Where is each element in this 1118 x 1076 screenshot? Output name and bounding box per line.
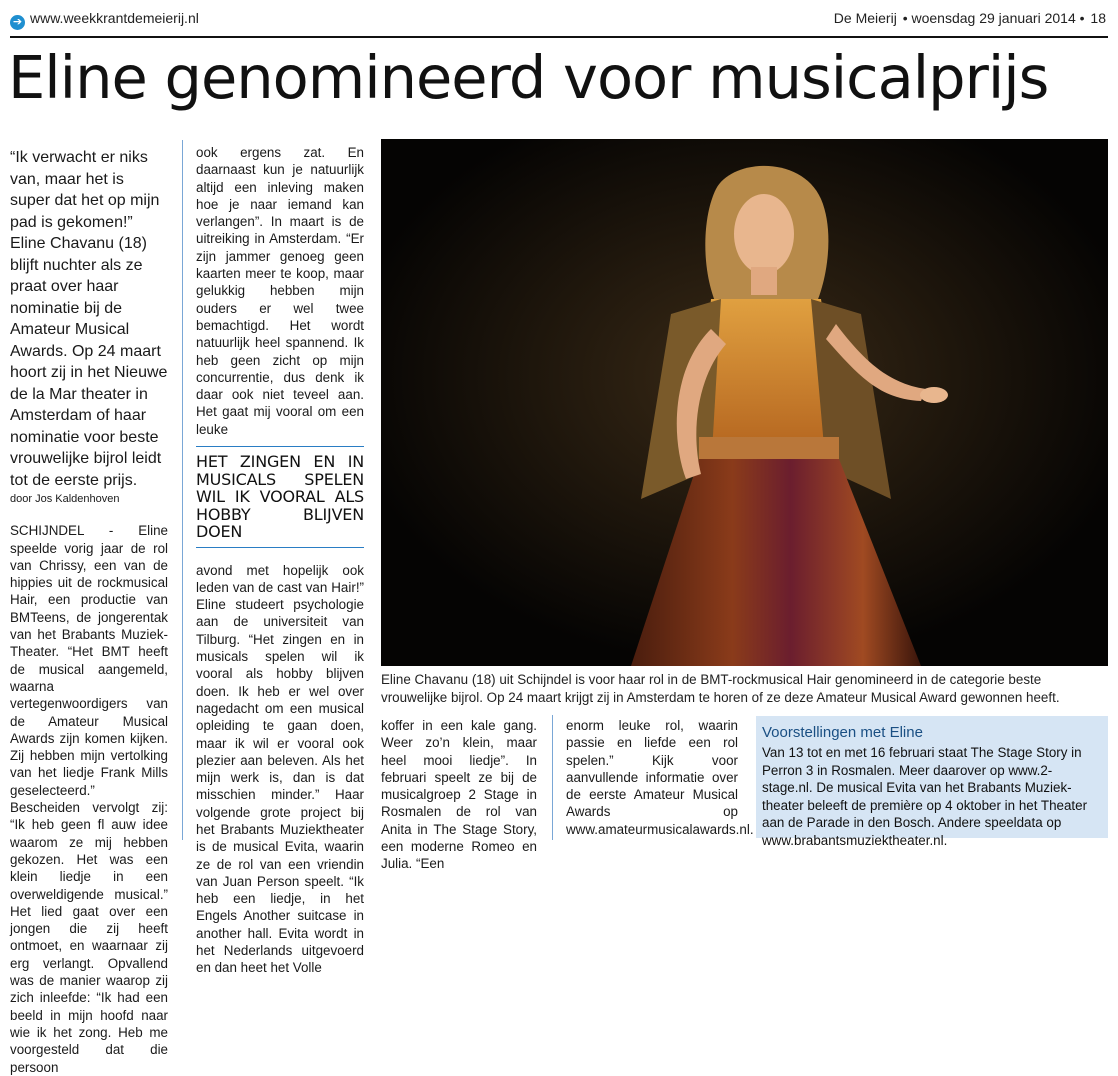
publication-name: De Meierij bbox=[833, 10, 897, 26]
column-divider bbox=[552, 715, 553, 840]
body-column-1: SCHIJNDEL - Eline speelde vorig jaar de rol van Chrissy, een van de hippies uit de rockmusical Hair, een productie van BMTeens, de jongerentak van het Brabants Muziek-Theater. “Het BMT heeft de musical aangemeld, waarna vertegenwoordigers van de Amateur Musical Awards zijn komen kijken. Zij hebben mijn vertolking van het liedje Frank Mills geselecteerd.” Bescheiden vervolgt zij: “Ik heb geen fl auw idee waarom ze mij hebben gekozen. Het was een klein liedje in een overweldigende musical.” Het lied gaat over een jongen die zij heeft ontmoet, en waarnaar zij erg verlangt. Opvallend was de manier waarop zij zich inleefde: “Ik had een beeld in mijn hoofd naar wie ik het zong. Heb me voorgesteld dat die persoon bbox=[10, 523, 168, 1075]
pull-quote-text: HET ZINGEN EN IN MUSICALS SPELEN WIL IK VOORAL ALS HOBBY BLIJVEN DOEN bbox=[196, 452, 364, 542]
issue-info bbox=[832, 10, 1106, 26]
body-column-2-top: ook ergens zat. En daarnaast kun je natuurlijk altijd een inleving maken hoe je naar iemand kan verlangen”. In maart is de uitreiking in Amsterdam. “Er zijn jammer genoeg geen kaarten meer te koop, maar gelukkig hebben mijn ouders er wel twee bemachtigd. Het wordt natuurlijk heel spannend. Ik heb geen zicht op mijn concurrentie, dus denk ik daar ook niet teveel aan. Het gaat mij vooral om een leuke bbox=[196, 145, 364, 437]
site-url[interactable] bbox=[10, 10, 199, 30]
header-rule bbox=[10, 36, 1108, 38]
photo-caption: Eline Chavanu (18) uit Schijndel is voor haar rol in de BMT-rockmusical Hair genomineerd in de categorie beste vrouwelijke bijrol. Op 24 maart krijgt zij in Amsterdam te horen of ze deze Amateur Musical Award gewonnen heeft. bbox=[381, 672, 1060, 705]
page-header bbox=[0, 0, 1118, 38]
column-2 bbox=[196, 144, 364, 977]
column-1 bbox=[10, 147, 168, 1076]
page-number: 18 bbox=[1090, 10, 1106, 26]
column-3 bbox=[381, 717, 537, 873]
url-text[interactable]: www.weekkrantdemeierij.nl bbox=[30, 10, 199, 26]
intro-text: “Ik verwacht er niks van, maar het is super dat het op mijn pad is gekomen!” Eline Chavanu (18) blijft nuchter als ze praat over haar nominatie bij de Amateur Musical Awards. Op 24 maart hoort zij in het Nieuwe de la Mar theater in Amsterdam of haar nominatie voor beste vrouwelijke bijrol leidt tot de eerste prijs. bbox=[10, 149, 168, 489]
column-divider bbox=[182, 140, 183, 840]
performer-illustration bbox=[381, 139, 1108, 666]
byline: door Jos Kaldenhoven bbox=[10, 493, 120, 505]
body-column-2-bottom: avond met hopelijk ook leden van de cast van Hair!” Eline studeert psychologie aan de universiteit van Tilburg. “Het zingen en in musicals spelen wil ik vooral als hobby blijven doen. Ik heb er wel over nagedacht om een musical opleiding te gaan doen, maar ik wil er vooral ook plezier aan beleven. Als het mijn werk is, dan is dat misschien minder.” Haar volgende grote project bij het Brabants Muziektheater is de musical Evita, waarin ze de rol van een vriendin van Juan Person speelt. “Ik heb een liedje, in het Engels Another suitcase in another hall. Evita wordt in het Nederlands uitgevoerd en dan heet het Volle bbox=[196, 562, 364, 976]
arrow-right-icon: ➔ bbox=[10, 15, 25, 30]
body-column-4: enorm leuke rol, waarin passie en liefde een rol spelen.” Kijk voor aanvullende informatie over de eerste Amateur Musical Awards op www.amateurmusicalawards.nl. bbox=[566, 718, 754, 837]
info-box-body: Van 13 tot en met 16 februari staat The Stage Story in Perron 3 in Rosmalen. Meer daarover op www.2-stage.nl. De musical Evita van het Brabants Muziek-theater beleeft de première op 4 oktober in het Theater aan de Parade in den Bosch. Andere speeldata op www.brabantsmuziektheater.nl. bbox=[762, 745, 1088, 848]
body-column-3: koffer in een kale gang. Weer zo’n klein, maar heel mooi liedje”. In februari speelt ze bij de musicalgroep 2 Stage in Rosmalen de rol van Anita in The Stage Story, een moderne Romeo en Julia. “Een bbox=[381, 718, 537, 872]
article-photo bbox=[381, 139, 1108, 666]
issue-date: • woensdag 29 januari 2014 • bbox=[902, 10, 1085, 26]
info-box bbox=[756, 716, 1108, 848]
headline: Eline genomineerd voor musicalprijs bbox=[8, 43, 1049, 112]
pull-quote bbox=[196, 446, 364, 548]
info-box-title: Voorstellingen met Eline bbox=[762, 724, 923, 741]
column-4 bbox=[566, 717, 754, 838]
